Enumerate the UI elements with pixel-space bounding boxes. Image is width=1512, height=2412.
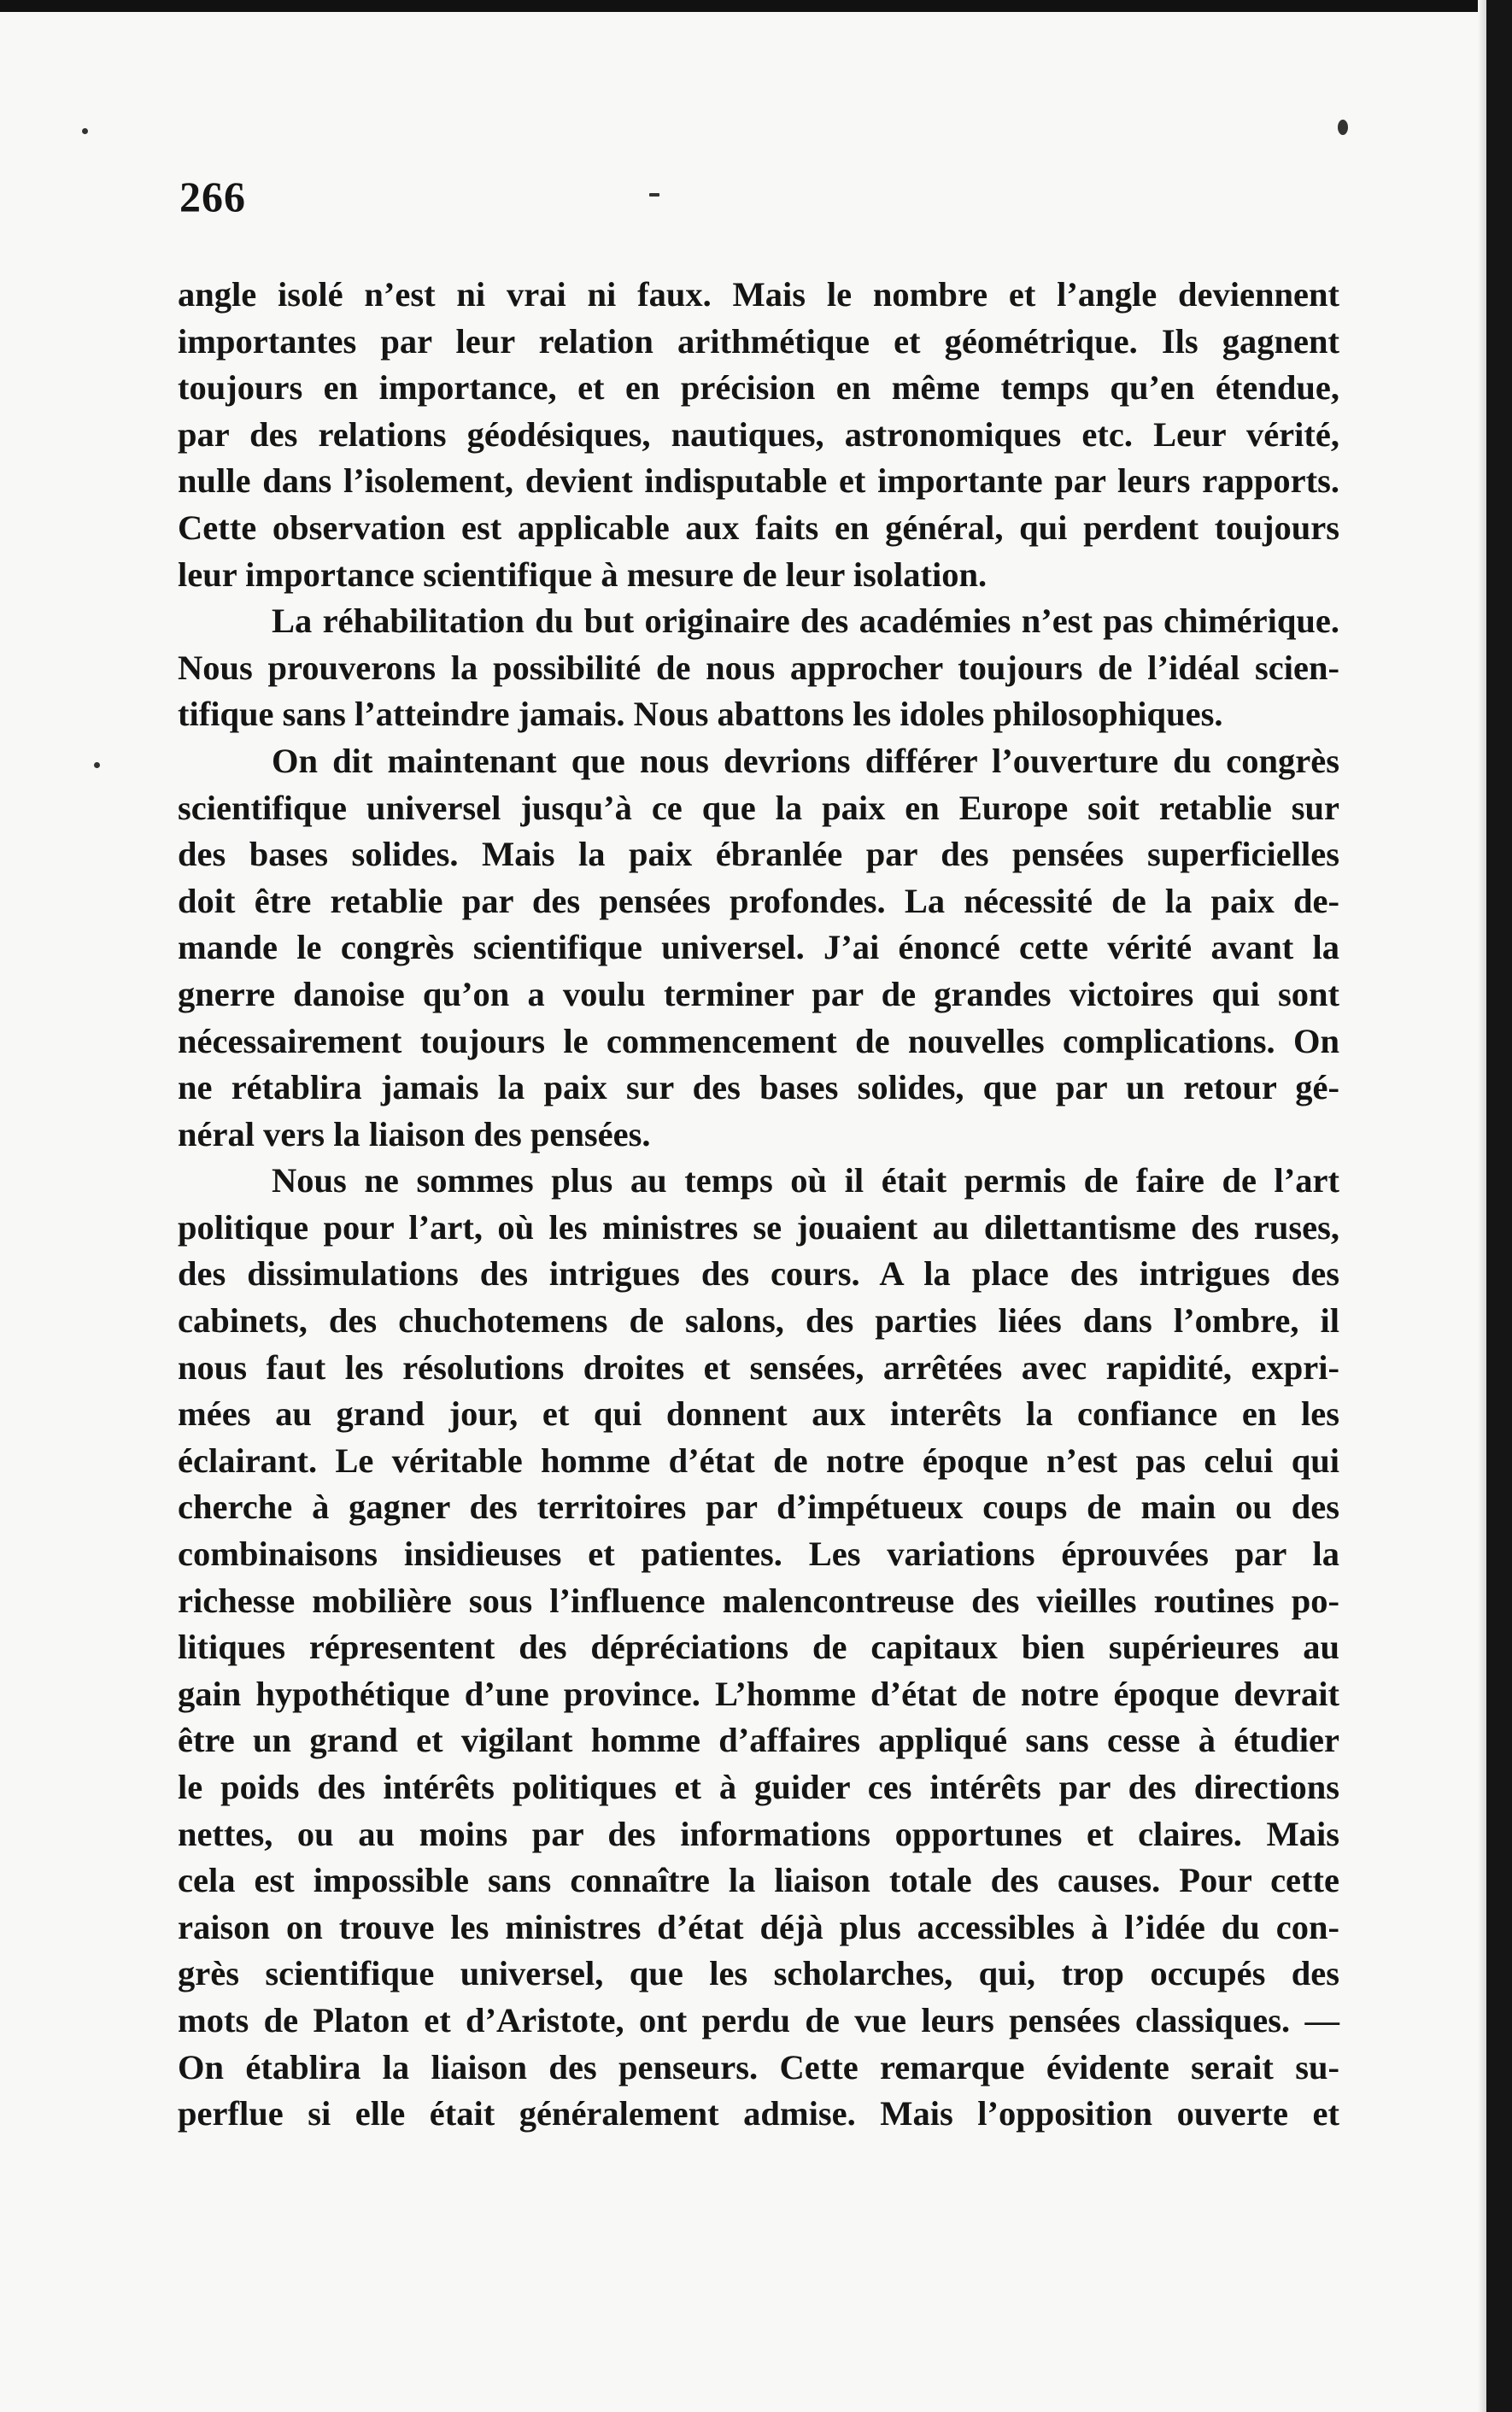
text-line: angle isolé n’est ni vrai ni faux. Mais le nombre et l’angle deviennent bbox=[178, 275, 1339, 314]
text-line: On établira la liaison des penseurs. Cette remarque évidente serait su- bbox=[178, 2047, 1339, 2086]
book-page bbox=[178, 171, 1339, 2138]
text-line: On dit maintenant que nous devrions différer l’ouverture du congrès bbox=[272, 741, 1339, 780]
text-line: néral vers la liaison des pensées. bbox=[178, 1114, 651, 1153]
text-line: grès scientifique universel, que les scholarches, qui, trop occupés des bbox=[178, 1954, 1339, 1993]
ink-speck bbox=[94, 762, 100, 768]
text-line: nous faut les résolutions droites et sensées, arrêtées avec rapidité, expri- bbox=[178, 1347, 1339, 1387]
ink-speck bbox=[82, 128, 88, 134]
page-number: 266 bbox=[179, 173, 246, 220]
text-line: gnerre danoise qu’on a voulu terminer par de grandes victoires qui sont bbox=[178, 974, 1339, 1013]
page-gutter-shadow bbox=[1478, 0, 1486, 2412]
text-line: des bases solides. Mais la paix ébranlée par des pensées superficielles bbox=[178, 835, 1339, 874]
text-line: combinaisons insidieuses et patientes. Les variations éprouvées par la bbox=[178, 1535, 1339, 1574]
ink-speck bbox=[1338, 120, 1348, 135]
text-line: La réhabilitation du but originaire des académies n’est pas chimérique. bbox=[272, 602, 1339, 641]
text-line: cela est impossible sans connaître la liaison totale des causes. Pour cette bbox=[178, 1861, 1339, 1900]
text-line: leur importance scientifique à mesure de leur isolation. bbox=[178, 555, 987, 594]
text-line: Cette observation est applicable aux faits en général, qui perdent toujours bbox=[178, 508, 1339, 547]
text-line: litiques répresentent des dépréciations de capitaux bien supérieures au bbox=[178, 1628, 1339, 1667]
text-line: ne rétablira jamais la paix sur des bases solides, que par un retour gé- bbox=[178, 1068, 1339, 1107]
text-line: être un grand et vigilant homme d’affaires appliqué sans cesse à étudier bbox=[178, 1721, 1339, 1760]
text-line: gain hypothétique d’une province. L’homme d’état de notre époque devrait bbox=[178, 1674, 1339, 1713]
text-line: nulle dans l’isolement, devient indisputable et importante par leurs rapports. bbox=[178, 461, 1339, 501]
text-line: Nous prouverons la possibilité de nous approcher toujours de l’idéal scien- bbox=[178, 648, 1339, 687]
text-line: tifique sans l’atteindre jamais. Nous abattons les idoles philosophiques. bbox=[178, 695, 1223, 734]
text-line: par des relations géodésiques, nautiques, astronomiques etc. Leur vérité, bbox=[178, 414, 1339, 454]
text-line: nettes, ou au moins par des informations opportunes et claires. Mais bbox=[178, 1814, 1339, 1853]
text-line: mées au grand jour, et qui donnent aux interêts la confiance en les bbox=[178, 1394, 1339, 1434]
scan-right-edge bbox=[1486, 0, 1512, 2412]
text-line: perflue si elle était généralement admise. Mais l’opposition ouverte et bbox=[178, 2094, 1339, 2133]
text-line: scientifique universel jusqu’à ce que la paix en Europe soit retablie sur bbox=[178, 788, 1339, 827]
text-line: des dissimulations des intrigues des cours. A la place des intrigues des bbox=[178, 1254, 1339, 1294]
text-line: mande le congrès scientifique universel. J’ai énoncé cette vérité avant la bbox=[178, 928, 1339, 967]
text-line: nécessairement toujours le commencement de nouvelles complications. On bbox=[178, 1021, 1339, 1060]
text-line: doit être retablie par des pensées profondes. La nécessité de la paix de- bbox=[178, 881, 1339, 920]
text-line: Nous ne sommes plus au temps où il était permis de faire de l’art bbox=[272, 1161, 1339, 1200]
scan-top-edge bbox=[0, 0, 1512, 12]
text-line: mots de Platon et d’Aristote, ont perdu de vue leurs pensées classiques. — bbox=[178, 2000, 1339, 2039]
text-line: cherche à gagner des territoires par d’impétueux coups de main ou des bbox=[178, 1488, 1339, 1527]
text-line: richesse mobilière sous l’influence malencontreuse des vieilles routines po- bbox=[178, 1581, 1339, 1620]
text-line: cabinets, des chuchotemens de salons, des parties liées dans l’ombre, il bbox=[178, 1301, 1339, 1341]
text-line: politique pour l’art, où les ministres se jouaient au dilettantisme des ruses, bbox=[178, 1207, 1339, 1247]
text-line: éclairant. Le véritable homme d’état de notre époque n’est pas celui qui bbox=[178, 1441, 1339, 1480]
text-line: le poids des intérêts politiques et à guider ces intérêts par des directions bbox=[178, 1768, 1339, 1806]
text-line: importantes par leur relation arithmétique et géométrique. Ils gagnent bbox=[178, 321, 1339, 361]
text-line: toujours en importance, et en précision en même temps qu’en étendue, bbox=[178, 368, 1339, 408]
body-text bbox=[178, 272, 1339, 2138]
text-line: raison on trouve les ministres d’état déjà plus accessibles à l’idée du con- bbox=[178, 1907, 1339, 1946]
